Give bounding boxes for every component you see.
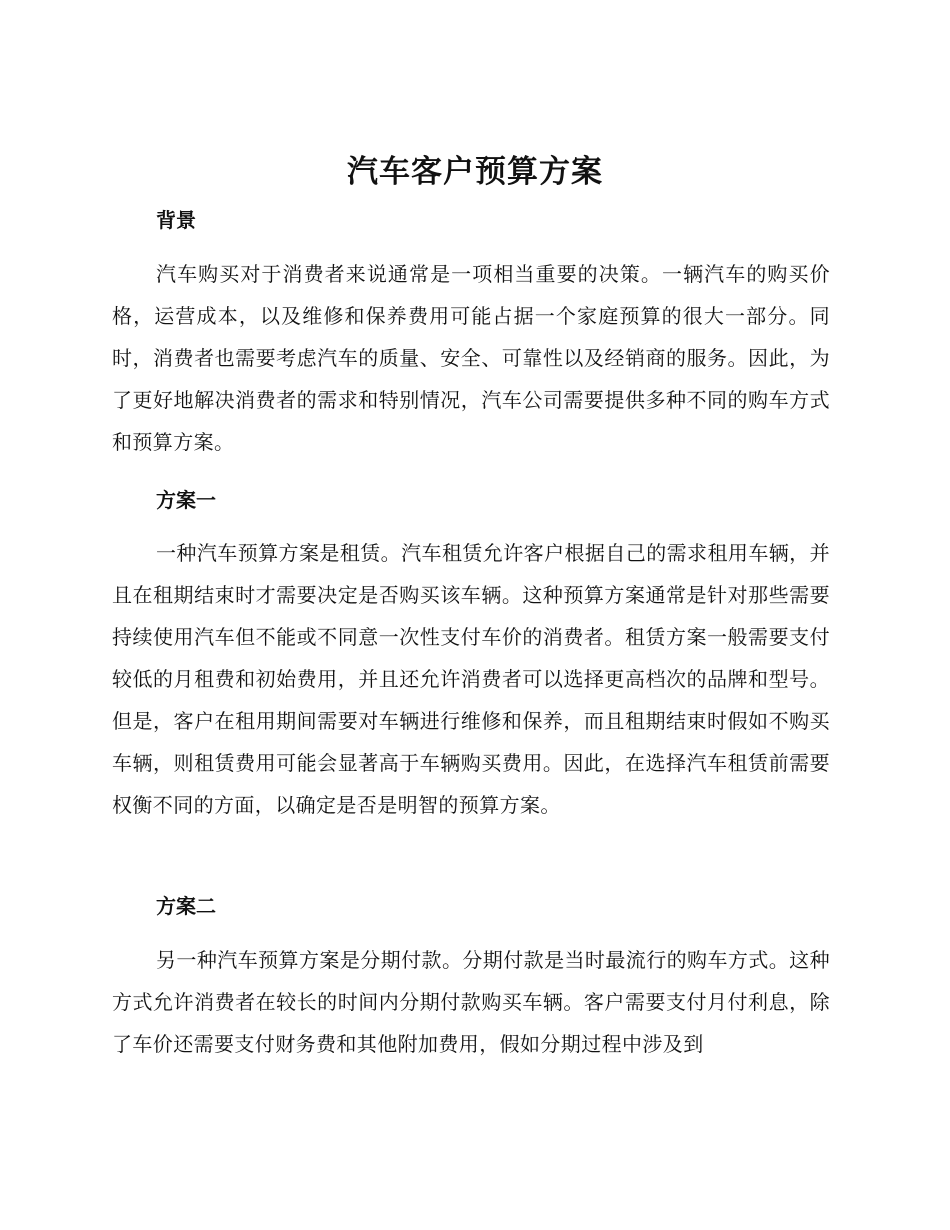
section-heading-background: 背景 (156, 208, 196, 232)
section-heading-plan-one: 方案一 (156, 488, 216, 512)
document-title: 汽车客户预算方案 (347, 154, 603, 190)
section-heading-plan-two: 方案二 (156, 894, 216, 918)
section-paragraph-plan-two: 另一种汽车预算方案是分期付款。分期付款是当时最流行的购车方式。这种方式允许消费者在较长的时间内分期付款购买车辆。客户需要支付月付利息，除了车价还需要支付财务费和其他附加费用，假如分期过程中涉及到 (112, 948, 830, 1056)
section-paragraph-plan-one: 一种汽车预算方案是租赁。汽车租赁允许客户根据自己的需求租用车辆，并且在租期结束时才需要决定是否购买该车辆。这种预算方案通常是针对那些需要持续使用汽车但不能或不同意一次性支付车价的消费者。租赁方案一般需要支付较低的月租费和初始费用，并且还允许消费者可以选择更高档次的品牌和型号。但是，客户在租用期间需要对车辆进行维修和保养，而且租期结束时假如不购买车辆，则租赁费用可能会显著高于车辆购买费用。因此，在选择汽车租赁前需要权衡不同的方面，以确定是否是明智的预算方案。 (112, 541, 830, 817)
section-paragraph-background: 汽车购买对于消费者来说通常是一项相当重要的决策。一辆汽车的购买价格，运营成本，以及维修和保养费用可能占据一个家庭预算的很大一部分。同时，消费者也需要考虑汽车的质量、安全、可靠性以及经销商的服务。因此，为了更好地解决消费者的需求和特别情况，汽车公司需要提供多种不同的购车方式和预算方案。 (112, 262, 830, 454)
